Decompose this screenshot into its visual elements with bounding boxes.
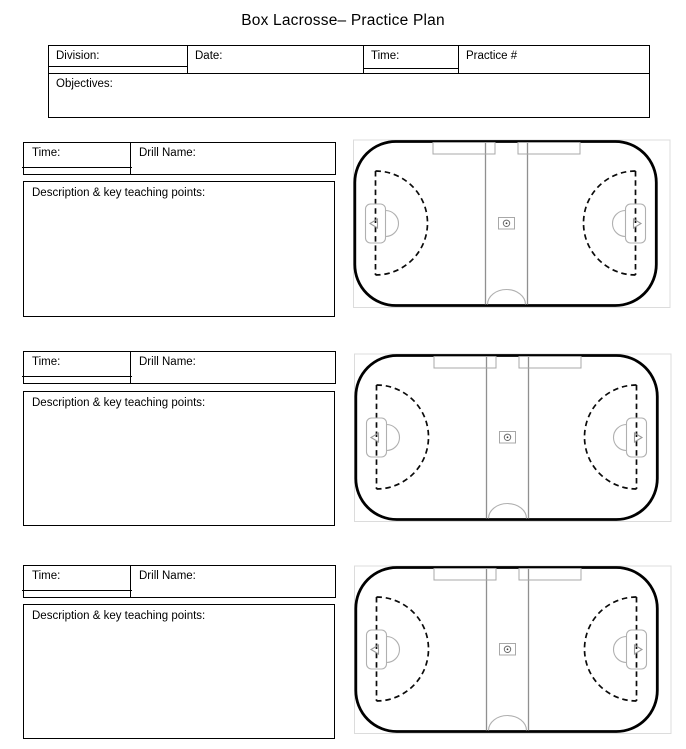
drill-1-time-label: Time: <box>32 147 61 159</box>
drill-3-description-field[interactable] <box>23 604 335 739</box>
box-lacrosse-rink-diagram <box>354 353 672 525</box>
drill-2-time-field[interactable] <box>24 352 131 383</box>
drill-2-name-field[interactable] <box>131 352 335 383</box>
division-field[interactable] <box>49 46 188 73</box>
drill-1-description-label: Description & key teaching points: <box>32 187 206 199</box>
page-title: Box Lacrosse– Practice Plan <box>241 12 445 29</box>
drill-2-table <box>23 351 336 384</box>
time-field[interactable] <box>364 46 459 73</box>
drill-1-table <box>23 142 336 175</box>
objectives-field[interactable] <box>49 74 649 118</box>
box-lacrosse-rink-diagram <box>353 139 671 311</box>
drill-1-time-field[interactable] <box>24 143 131 174</box>
date-label: Date: <box>195 50 223 62</box>
objectives-label: Objectives: <box>56 78 113 90</box>
drill-3-time-field[interactable] <box>24 566 131 597</box>
header-row <box>49 46 649 74</box>
division-label: Division: <box>56 50 100 62</box>
drill-3-description-label: Description & key teaching points: <box>32 610 206 622</box>
drill-2-description-label: Description & key teaching points: <box>32 397 206 409</box>
drill-1-description-field[interactable] <box>23 181 335 317</box>
header-table <box>48 45 650 118</box>
drill-2-name-label: Drill Name: <box>139 356 196 368</box>
drill-1-name-field[interactable] <box>131 143 335 174</box>
practice-number-field[interactable] <box>459 46 649 73</box>
drill-3-name-label: Drill Name: <box>139 570 196 582</box>
time-label: Time: <box>371 50 400 62</box>
drill-2-time-label: Time: <box>32 356 61 368</box>
date-field[interactable] <box>188 46 364 73</box>
drill-1-name-label: Drill Name: <box>139 147 196 159</box>
practice-number-label: Practice # <box>466 50 518 62</box>
box-lacrosse-rink-diagram <box>354 565 672 737</box>
drill-2-description-field[interactable] <box>23 391 335 526</box>
drill-3-name-field[interactable] <box>131 566 335 597</box>
drill-3-table <box>23 565 336 598</box>
drill-3-time-label: Time: <box>32 570 61 582</box>
